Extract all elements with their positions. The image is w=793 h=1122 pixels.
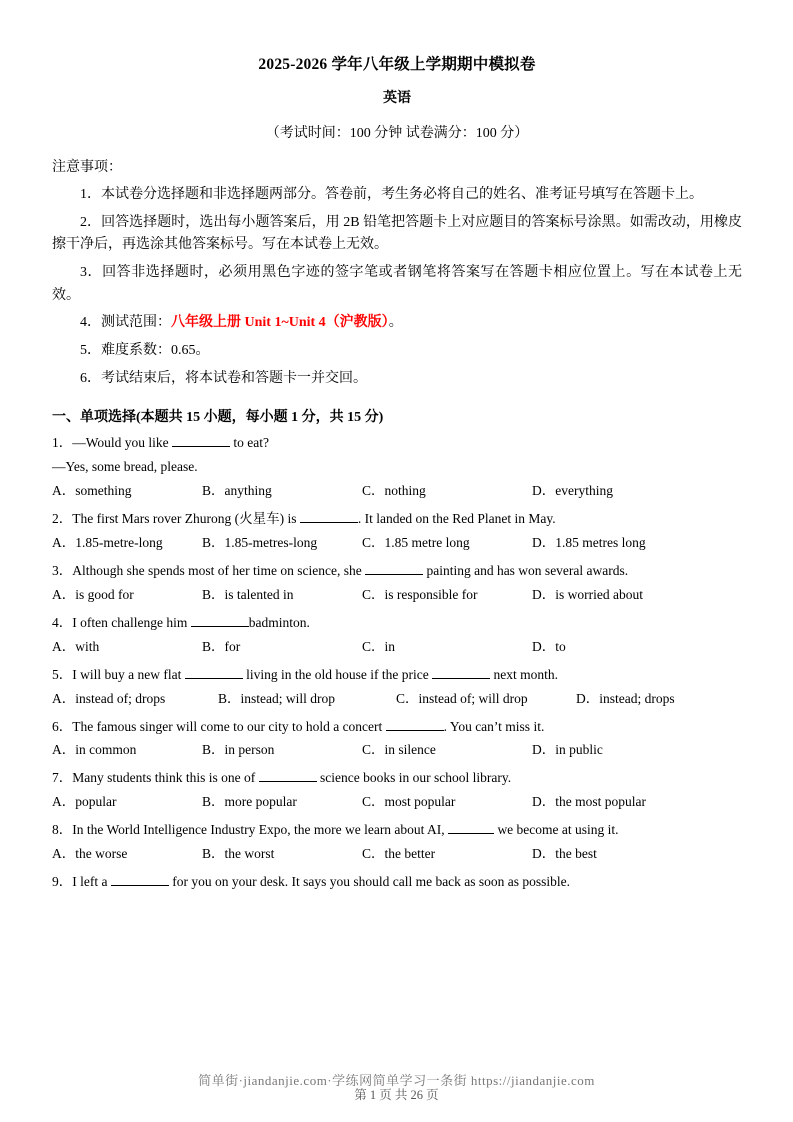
question-1-stem-after: to eat? [230,435,270,451]
option-a[interactable]: A．is good for [52,586,134,602]
question-7-stem-before: Many students think this is one of [72,770,259,786]
option-d[interactable]: D．the best [532,846,597,862]
page-number: 第 1 页 共 26 页 [354,1088,439,1102]
notice-item-4-prefix: 4．测试范围： [80,315,171,331]
page-title: 2025-2026 学年八年级上学期期中模拟卷 [258,56,536,73]
question-3-stem-after: painting and has won several awards. [423,562,629,578]
question-4-stem-after: badminton. [248,614,310,630]
section-heading: 一、单项选择(本题共 15 小题，每小题 1 分，共 15 分) [52,410,384,426]
question-9 [52,872,742,893]
question-2 [52,509,742,530]
answer-blank [448,833,494,834]
notice-item-2: 2．回答选择题时，选出每小题答案后，用 2B 铅笔把答题卡上对应题目的答案标号涂黑。如需改动，用橡皮擦干净后，再选涂其他答案标号。写在本试卷上无效。 [52,214,742,253]
option-d[interactable]: D．1.85 metres long [532,535,646,551]
question-5-number: 5． [52,666,73,682]
option-a[interactable]: A．with [52,638,100,654]
question-5-stem-after: next month. [490,666,558,682]
option-b[interactable]: B．anything [202,483,272,499]
question-6-options [52,740,742,761]
footer-watermark: 简单街·jiandanjie.com·学练网简单学习一条街 https://jiandanjie.com [198,1073,595,1088]
question-2-stem-after: . It landed on the Red Planet in May. [357,511,556,527]
question-4 [52,613,742,634]
option-b[interactable]: B．for [202,638,241,654]
question-2-options [52,533,742,554]
option-c[interactable]: C．the better [362,846,436,862]
option-d[interactable]: D．is worried about [532,586,643,602]
answer-blank [111,885,169,886]
question-7-number: 7． [52,770,73,786]
question-1-options [52,481,742,502]
notice-heading: 注意事项： [52,160,122,175]
question-1-number: 1． [52,435,73,451]
option-a[interactable]: A．instead of; drops [52,690,166,706]
answer-blank [300,522,358,523]
question-9-number: 9． [52,874,73,890]
option-b[interactable]: B．is talented in [202,586,294,602]
answer-blank [432,678,490,679]
question-4-stem-before: I often challenge him [72,614,191,630]
option-a[interactable]: A．something [52,483,132,499]
question-2-number: 2． [52,511,73,527]
option-c[interactable]: C．instead of; will drop [396,690,528,706]
question-9-stem-before: I left a [72,874,111,890]
answer-blank [172,446,230,447]
question-1-stem-before: —Would you like [72,435,173,451]
notice-item-3: 3．回答非选择题时，必须用黑色字迹的签字笔或者钢笔将答案写在答题卡相应位置上。写在本试卷上无效。 [52,265,742,303]
notice-item-4-suffix: 。 [388,315,403,331]
question-5-stem-before: I will buy a new flat [72,666,185,682]
page-content [52,52,742,896]
question-8-number: 8． [52,822,73,838]
question-1-second-line: —Yes, some bread, please. [52,459,198,475]
notice-item-5: 5．难度系数：0.65。 [80,343,210,359]
option-a[interactable]: A．1.85-metre-long [52,535,163,551]
question-8-stem-before: In the World Intelligence Industry Expo, the more we learn about AI, [72,822,449,838]
option-b[interactable]: B．in person [202,742,275,758]
question-8 [52,820,742,841]
option-a[interactable]: A．in common [52,742,137,758]
question-8-options [52,844,742,865]
question-4-number: 4． [52,614,73,630]
notice-item-4 [52,312,742,335]
question-8-stem-after: we become at using it. [494,822,619,838]
option-c[interactable]: C．1.85 metre long [362,535,470,551]
question-3 [52,561,742,582]
option-c[interactable]: C．nothing [362,483,426,499]
question-6-number: 6． [52,718,73,734]
option-d[interactable]: D．in public [532,742,603,758]
question-7 [52,768,742,789]
option-d[interactable]: D．instead; drops [576,690,675,706]
option-d[interactable]: D．everything [532,483,613,499]
question-5-stem-mid: living in the old house if the price [242,666,433,682]
question-7-stem-after: science books in our school library. [316,770,512,786]
question-5 [52,665,742,686]
notice-item-6: 6．考试结束后，将本试卷和答题卡一并交回。 [80,370,367,386]
question-7-options [52,792,742,813]
option-c[interactable]: C．in [362,638,396,654]
question-3-options [52,585,742,606]
subject-title: 英语 [383,91,411,106]
answer-blank [259,781,317,782]
option-c[interactable]: C．is responsible for [362,586,478,602]
question-6 [52,717,742,738]
answer-blank [191,626,249,627]
question-9-stem-after: for you on your desk. It says you should call me back as soon as possible. [168,874,571,890]
question-3-stem-before: Although she spends most of her time on science, she [72,562,366,578]
question-2-stem-before: The first Mars rover Zhurong (火星车) is [72,511,300,527]
answer-blank [365,574,423,575]
question-3-number: 3． [52,562,73,578]
notice-item-1: 1．本试卷分选择题和非选择题两部分。答卷前，考生务必将自己的姓名、准考证号填写在答题卡上。 [80,187,703,202]
option-d[interactable]: D．the most popular [532,794,646,810]
option-b[interactable]: B．the worst [202,846,275,862]
exam-info: （考试时间：100 分钟 试卷满分：100 分） [265,126,529,141]
option-c[interactable]: C．most popular [362,794,456,810]
question-5-options [52,689,742,710]
notice-item-4-range: 八年级上册 Unit 1~Unit 4（沪教版） [171,315,389,331]
question-1 [52,433,742,454]
answer-blank [386,730,444,731]
option-a[interactable]: A．the worse [52,846,128,862]
option-a[interactable]: A．popular [52,794,117,810]
question-4-options [52,637,742,658]
option-b[interactable]: B．1.85-metres-long [202,535,318,551]
option-b[interactable]: B．instead; will drop [218,690,335,706]
answer-blank [185,678,243,679]
option-c[interactable]: C．in silence [362,742,436,758]
question-6-stem-before: The famous singer will come to our city to hold a concert [72,718,386,734]
option-d[interactable]: D．to [532,638,566,654]
question-6-stem-after: . You can’t miss it. [443,718,545,734]
option-b[interactable]: B．more popular [202,794,297,810]
